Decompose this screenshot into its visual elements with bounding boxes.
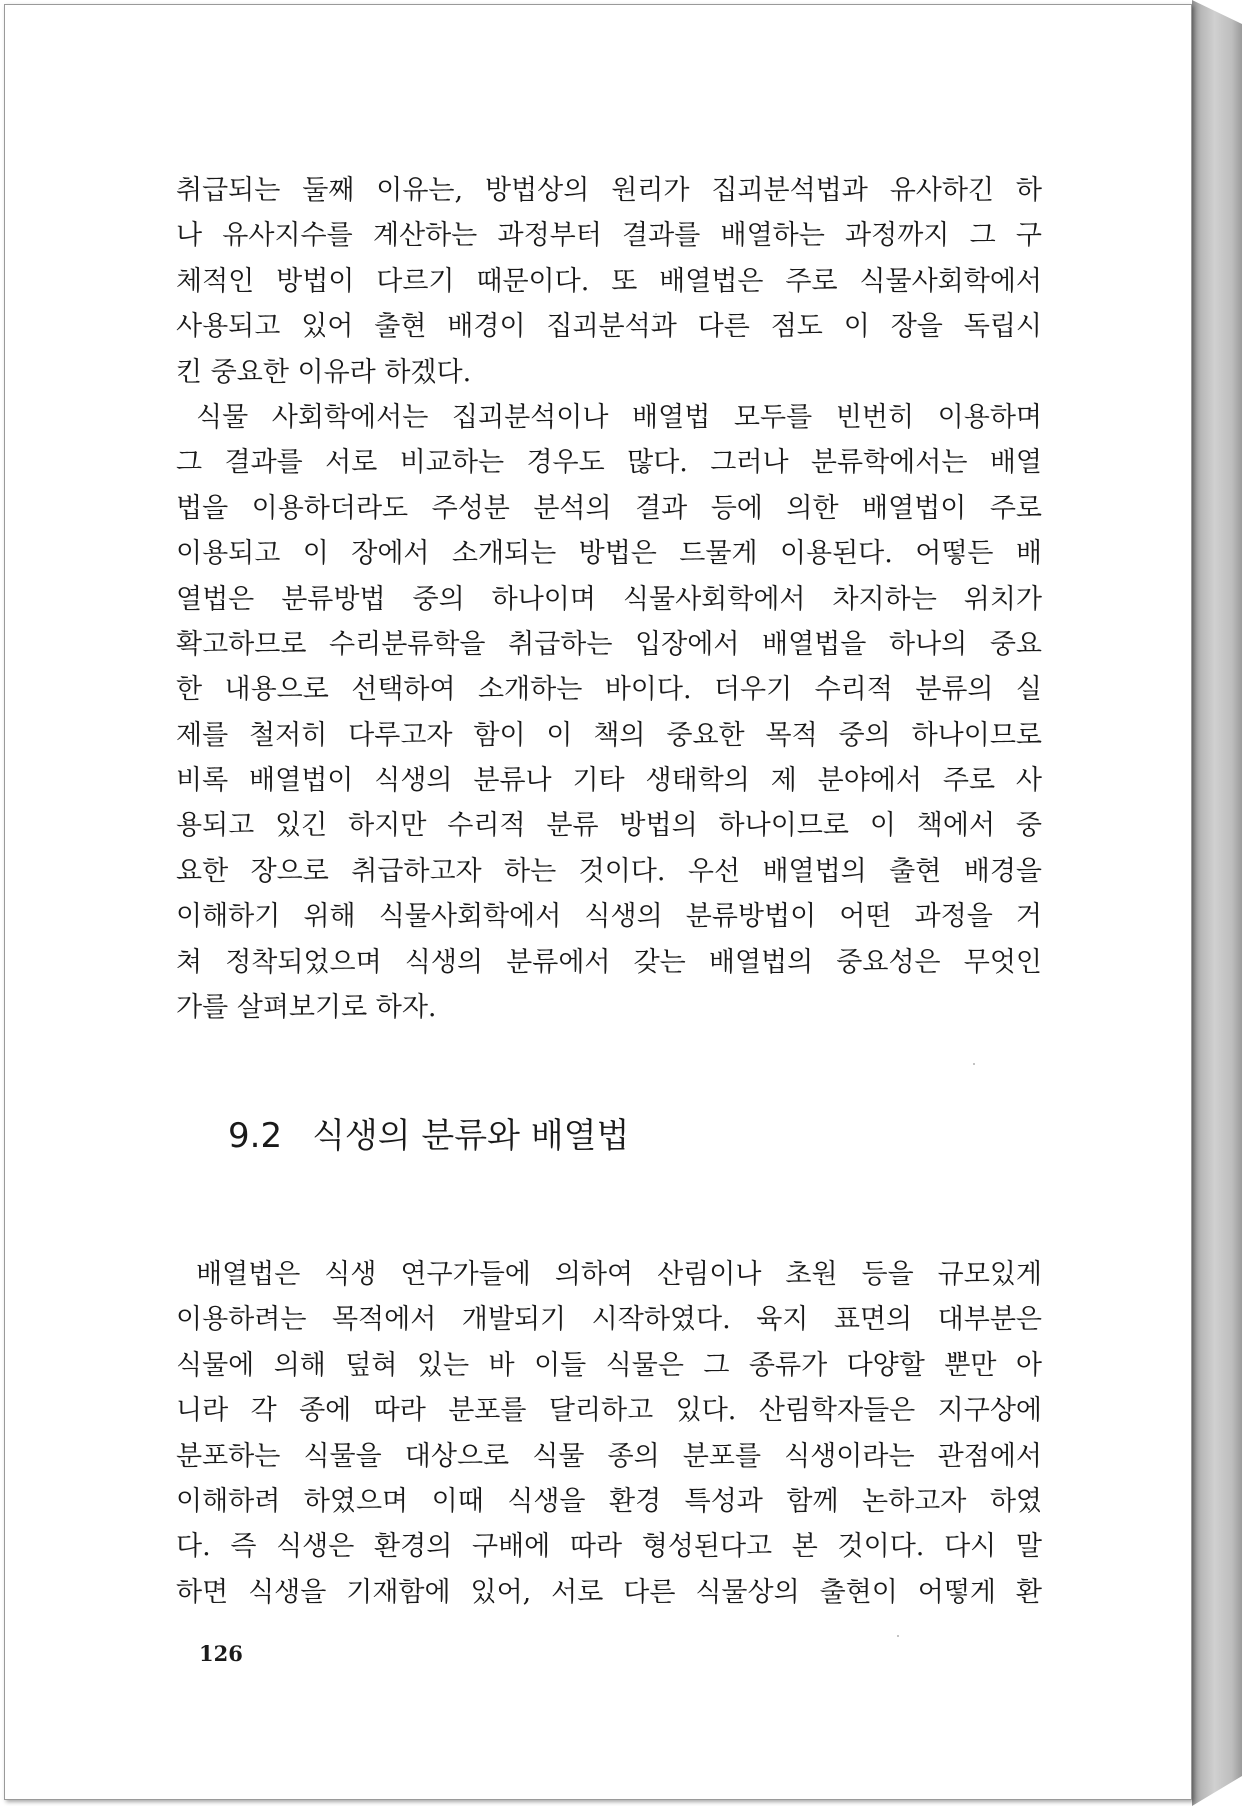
text-line: 비록 배열법이 식생의 분류나 기타 생태학의 제 분야에서 주로 사 — [176, 765, 1042, 797]
text-line: 사용되고 있어 출현 배경이 집괴분석과 다른 점도 이 장을 독립시 — [176, 311, 1042, 343]
page-stack-edge — [1192, 0, 1242, 1806]
text-line: 나 유사지수를 계산하는 과정부터 결과를 배열하는 과정까지 그 구 — [176, 220, 1042, 252]
text-line: 하면 식생을 기재함에 있어, 서로 다른 식물상의 출현이 어떻게 환 — [176, 1576, 1042, 1608]
section-title: 식생의 분류와 배열법 — [312, 1116, 630, 1156]
page-stack-top-corner — [1192, 0, 1242, 24]
text-line: 확고하므로 수리분류학을 취급하는 입장에서 배열법을 하나의 중요 — [176, 628, 1042, 660]
text-line: 취급되는 둘째 이유는, 방법상의 원리가 집괴분석법과 유사하긴 하 — [176, 175, 1042, 206]
text-line: 이용되고 이 장에서 소개되는 방법은 드물게 이용된다. 어떻든 배 — [176, 538, 1042, 570]
page-stack-bottom-corner — [1192, 1776, 1242, 1806]
text-line: 제를 철저히 다루고자 함이 이 책의 중요한 목적 중의 하나이므로 — [176, 719, 1042, 751]
scan-speck — [973, 1063, 975, 1065]
section-heading — [228, 1108, 629, 1157]
text-line: 쳐 정착되었으며 식생의 분류에서 갖는 배열법의 중요성은 무엇인 — [176, 946, 1042, 978]
body-text-upper — [176, 168, 1042, 1030]
text-line: 다. 즉 식생은 환경의 구배에 따라 형성된다고 본 것이다. 다시 말 — [176, 1531, 1042, 1563]
page-number: 126 — [199, 1641, 243, 1666]
text-line: 식물 사회학에서는 집괴분석이나 배열법 모두를 빈번히 이용하며 — [196, 401, 1042, 433]
text-line: 이해하기 위해 식물사회학에서 식생의 분류방법이 어떤 과정을 거 — [176, 901, 1042, 933]
text-line: 그 결과를 서로 비교하는 경우도 많다. 그러나 분류학에서는 배열 — [176, 447, 1042, 479]
text-line: 식물에 의해 덮혀 있는 바 이들 식물은 그 종류가 다양할 뿐만 아 — [176, 1349, 1042, 1381]
scan-speck — [897, 1635, 899, 1637]
text-line: 분포하는 식물을 대상으로 식물 종의 분포를 식생이라는 관점에서 — [176, 1440, 1042, 1472]
text-line: 한 내용으로 선택하여 소개하는 바이다. 더우기 수리적 분류의 실 — [176, 674, 1042, 706]
text-line: 체적인 방법이 다르기 때문이다. 또 배열법은 주로 식물사회학에서 — [176, 265, 1042, 297]
text-line: 이용하려는 목적에서 개발되기 시작하였다. 육지 표면의 대부분은 — [176, 1304, 1042, 1336]
text-line: 배열법은 식생 연구가들에 의하여 산림이나 초원 등을 규모있게 — [196, 1259, 1042, 1290]
text-line: 법을 이용하더라도 주성분 분석의 결과 등에 의한 배열법이 주로 — [176, 492, 1042, 524]
body-text-lower — [176, 1252, 1042, 1615]
text-line: 용되고 있긴 하지만 수리적 분류 방법의 하나이므로 이 책에서 중 — [176, 810, 1042, 842]
text-line: 가를 살펴보기로 하자. — [176, 992, 437, 1024]
text-line: 요한 장으로 취급하고자 하는 것이다. 우선 배열법의 출현 배경을 — [176, 855, 1042, 887]
text-line: 킨 중요한 이유라 하겠다. — [176, 356, 472, 388]
text-line: 열법은 분류방법 중의 하나이며 식물사회학에서 차지하는 위치가 — [176, 583, 1042, 615]
text-line: 이해하려 하였으며 이때 식생을 환경 특성과 함께 논하고자 하였 — [176, 1485, 1042, 1517]
section-number: 9.2 — [228, 1116, 283, 1156]
text-line: 니라 각 종에 따라 분포를 달리하고 있다. 산림학자들은 지구상에 — [176, 1395, 1042, 1427]
